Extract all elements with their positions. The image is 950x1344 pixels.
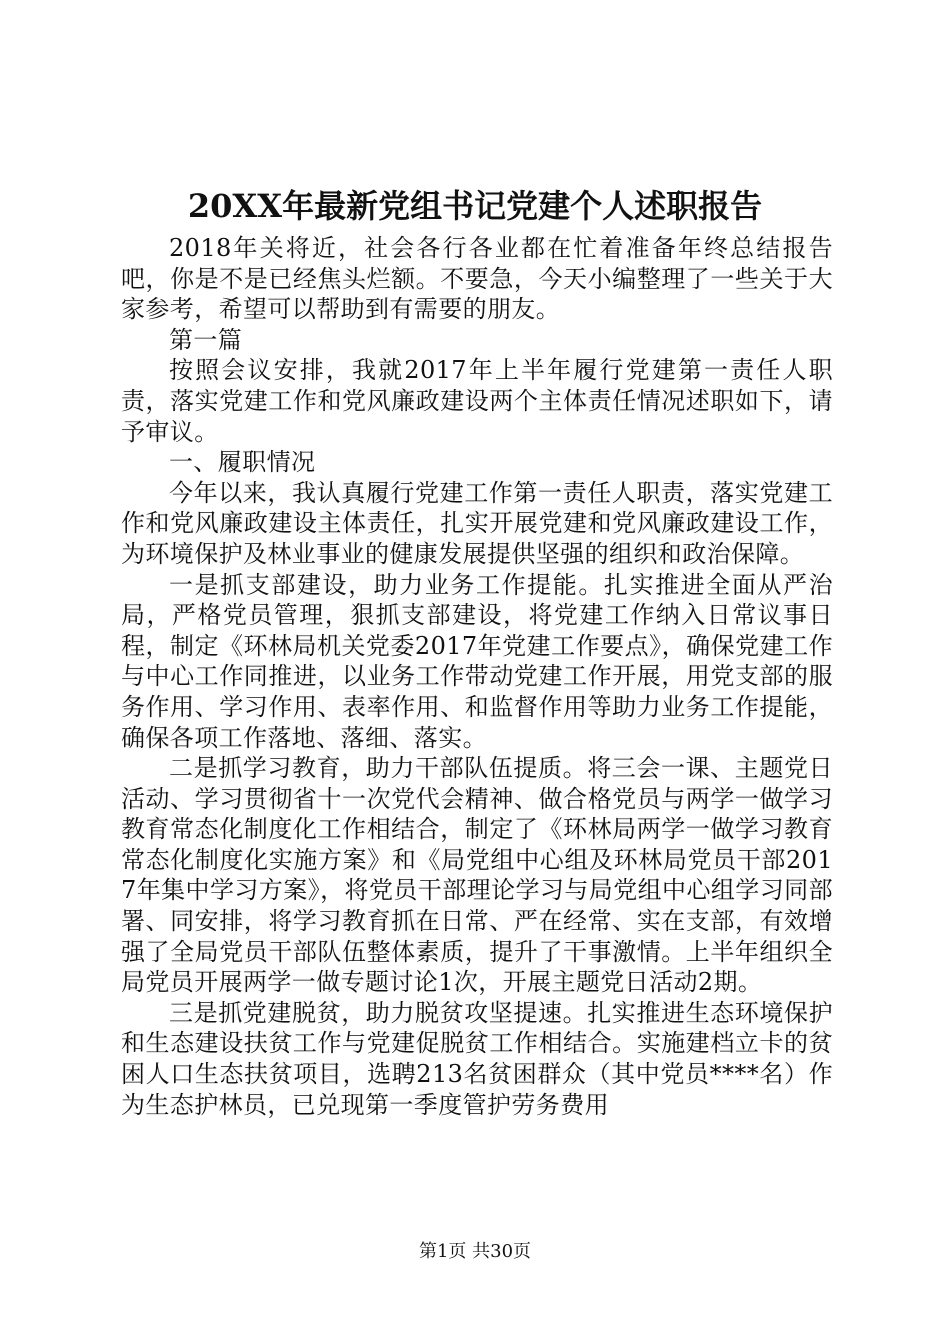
page-number-footer: 第1页 共30页 bbox=[418, 1241, 532, 1262]
paragraph-preface: 按照会议安排，我就2017年上半年履行党建第一责任人职责，落实党建工作和党风廉政建设两个主体责任情况述职如下，请予审议。 bbox=[121, 356, 833, 446]
paragraph-point-three: 三是抓党建脱贫，助力脱贫攻坚提速。扎实推进生态环境保护和生态建设扶贫工作与党建促脱贫工作相结合。实施建档立卡的贫困人口生态扶贫项目，选聘213名贫困群众（其中党员****名）作为生态护林员，已兑现第一季度管护劳务费用 bbox=[121, 998, 833, 1119]
document-body bbox=[121, 233, 833, 1120]
paragraph-section-first: 第一篇 bbox=[169, 325, 243, 354]
paragraph-point-two: 二是抓学习教育，助力干部队伍提质。将三会一课、主题党日活动、学习贯彻省十一次党代会精神、做合格党员与两学一做学习教育常态化制度化工作相结合，制定了《环林局两学一做学习教育常态化制度化实施方案》和《局党组中心组及环林局党员干部2017年集中学习方案》，将党员干部理论学习与局党组中心组学习同部署、同安排，将学习教育抓在日常、严在经常、实在支部，有效增强了全局党员干部队伍整体素质，提升了干事激情。上半年组织全局党员开展两学一做专题讨论1次，开展主题党日活动2期。 bbox=[121, 754, 833, 997]
paragraph-intro: 2018年关将近，社会各行各业都在忙着准备年终总结报告吧，你是不是已经焦头烂额。不要急，今天小编整理了一些关于大家参考，希望可以帮助到有需要的朋友。 bbox=[121, 234, 833, 324]
document-title: 20XX年最新党组书记党建个人述职报告 bbox=[187, 187, 763, 225]
paragraph-overview: 今年以来，我认真履行党建工作第一责任人职责，落实党建工作和党风廉政建设主体责任，扎实开展党建和党风廉政建设工作，为环境保护及林业事业的健康发展提供坚强的组织和政治保障。 bbox=[121, 478, 833, 568]
paragraph-heading-duty: 一、履职情况 bbox=[169, 448, 316, 477]
paragraph-point-one: 一是抓支部建设，助力业务工作提能。扎实推进全面从严治局，严格党员管理，狠抓支部建设，将党建工作纳入日常议事日程，制定《环林局机关党委2017年党建工作要点》，确保党建工作与中心工作同推进，以业务工作带动党建工作开展，用党支部的服务作用、学习作用、表率作用、和监督作用等助力业务工作提能，确保各项工作落地、落细、落实。 bbox=[121, 570, 833, 752]
